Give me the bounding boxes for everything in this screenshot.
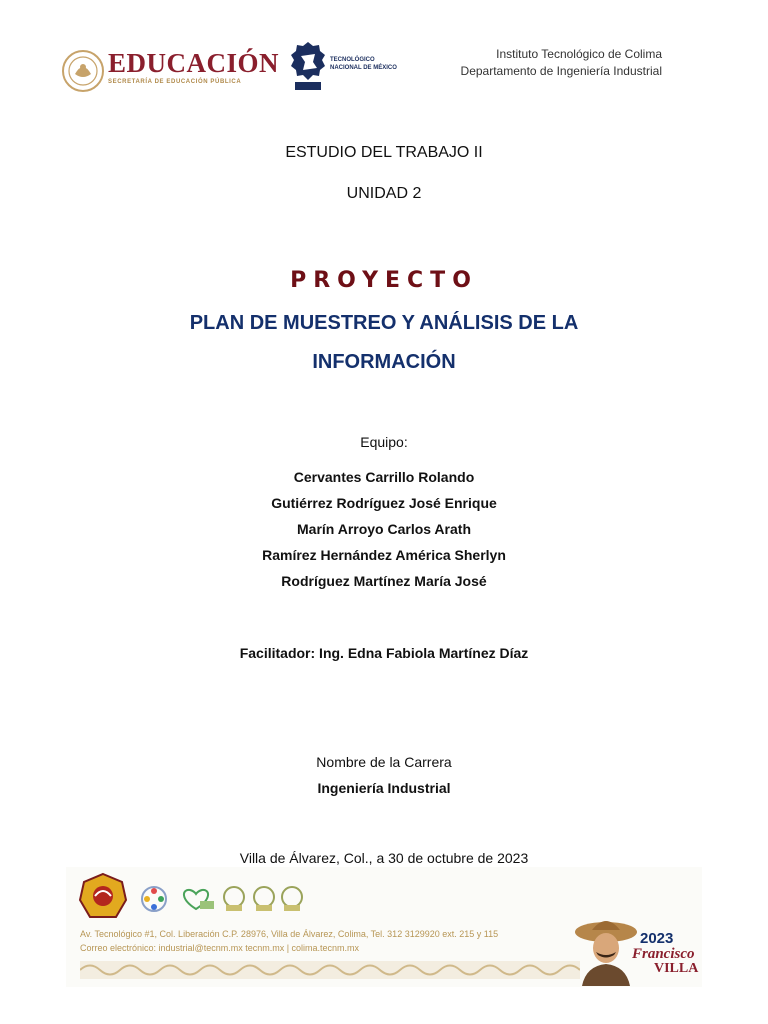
institute-name: Instituto Tecnológico de Colima (496, 47, 662, 61)
career-name: Ingeniería Industrial (317, 780, 451, 796)
francisco-villa-portrait-icon (574, 914, 638, 986)
subject-title: ESTUDIO DEL TRABAJO II (285, 144, 483, 161)
villa-year: 2023 (640, 930, 674, 947)
tecnm-line2: NACIONAL DE MÉXICO (330, 65, 397, 71)
villa-name-last: VILLA (654, 961, 699, 976)
education-wordmark: EDUCACIÓN (108, 48, 280, 78)
certification-icon (280, 885, 304, 913)
project-title-line2: INFORMACIÓN (312, 351, 456, 373)
certification-icon (252, 885, 276, 913)
education-subtitle: SECRETARÍA DE EDUCACIÓN PÚBLICA (108, 79, 242, 85)
team-member: Rodríguez Martínez María José (281, 573, 487, 589)
career-label: Nombre de la Carrera (316, 754, 452, 770)
team-member: Cervantes Carrillo Rolando (293, 469, 475, 485)
place-date: Villa de Álvarez, Col., a 30 de octubre de 2023 (239, 850, 529, 866)
tecnm-line1: TECNOLÓGICO (330, 57, 375, 63)
unit-title: UNIDAD 2 (346, 185, 422, 202)
footer-address: Av. Tecnológico #1, Col. Liberación C.P. 28976, Villa de Álvarez, Colima, Tel. 312 3129920 ext. 215 y 115 (80, 929, 499, 939)
team-member: Ramírez Hernández América Sherlyn (262, 547, 506, 563)
villa-name-first: Francisco (632, 946, 695, 962)
certification-icon (176, 885, 216, 913)
team-member: Marín Arroyo Carlos Arath (297, 521, 471, 537)
footer-email: Correo electrónico: industrial@tecnm.mx tecnm.mx | colima.tecnm.mx (80, 943, 360, 953)
project-title-line1: PLAN DE MUESTREO Y ANÁLISIS DE LA (189, 312, 579, 334)
tecnm-logo-icon (289, 40, 327, 92)
certification-icon (222, 885, 246, 913)
sep-seal-icon (62, 50, 104, 92)
facilitator: Facilitador: Ing. Edna Fabiola Martínez Díaz (239, 645, 529, 661)
decorative-band (80, 961, 580, 979)
project-label: PROYECTO (290, 268, 478, 293)
itc-logo-icon (78, 872, 128, 922)
team-member: Gutiérrez Rodríguez José Enrique (271, 495, 497, 511)
department-name: Departamento de Ingeniería Industrial (460, 64, 662, 78)
certification-icon (140, 885, 168, 913)
team-label: Equipo: (360, 434, 408, 450)
institution-block (461, 46, 662, 80)
